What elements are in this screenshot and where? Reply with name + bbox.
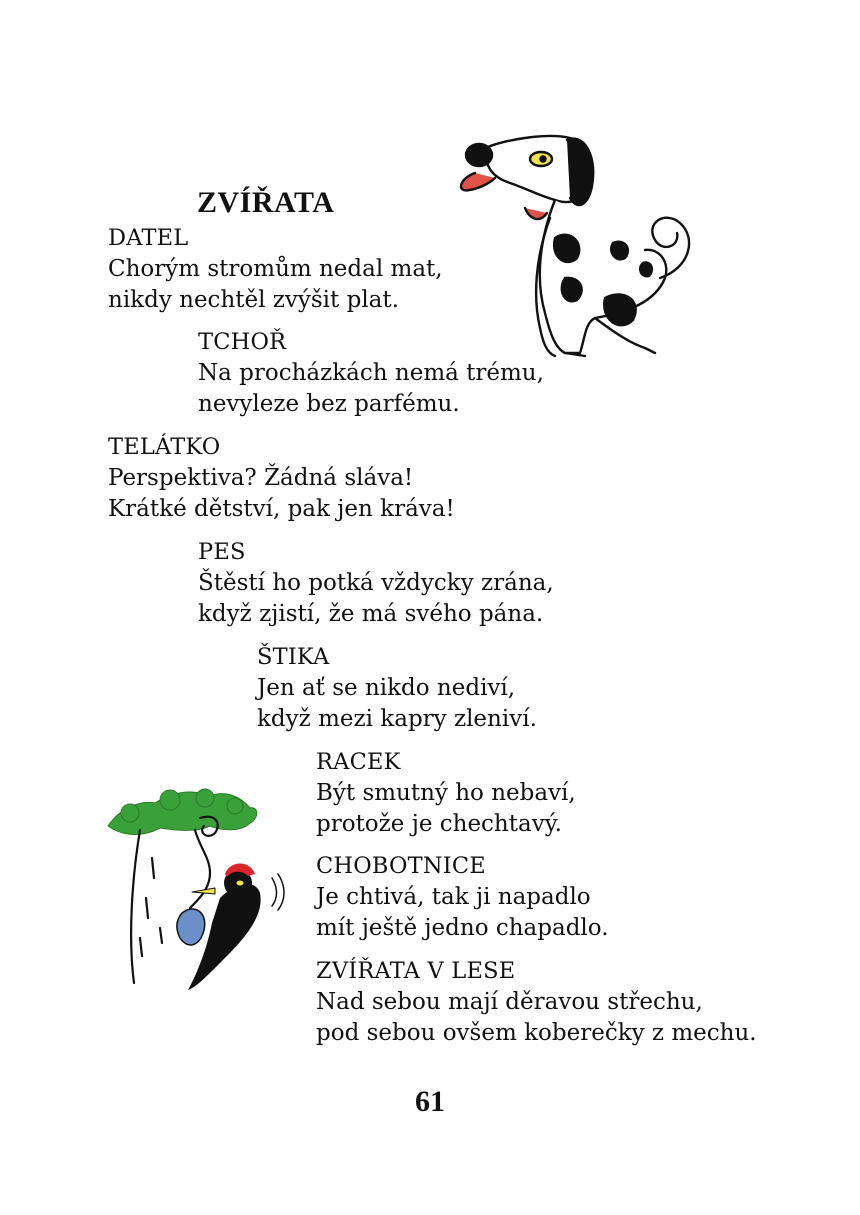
page-number: 61	[415, 1085, 445, 1118]
poem-line: nevyleze bez parfému.	[198, 391, 460, 417]
poem-stika	[257, 642, 537, 735]
poem-chobotnice	[316, 851, 609, 944]
poem-heading: PES	[198, 539, 246, 565]
poem-heading: TELÁTKO	[108, 434, 221, 460]
poem-line: mít ještě jedno chapadlo.	[316, 915, 609, 941]
poem-heading: ŠTIKA	[257, 644, 330, 670]
poem-line: když mezi kapry zleniví.	[257, 706, 537, 732]
poem-line: protože je chechtavý.	[316, 811, 562, 837]
poem-line: Být smutný ho nebaví,	[316, 780, 576, 806]
poem-heading: DATEL	[108, 225, 189, 251]
poem-line: nikdy nechtěl zvýšit plat.	[108, 287, 399, 313]
poem-line: když zjistí, že má svého pána.	[198, 601, 544, 627]
poem-line: Nad sebou mají děravou střechu,	[316, 989, 703, 1015]
poem-racek	[316, 747, 576, 840]
poem-line: pod sebou ovšem koberečky z mechu.	[316, 1020, 757, 1046]
poem-line: Na procházkách nemá trému,	[198, 360, 544, 386]
poem-heading: RACEK	[316, 749, 401, 775]
poem-line: Chorým stromům nedal mat,	[108, 256, 443, 282]
poem-line: Krátké dětství, pak jen kráva!	[108, 496, 455, 522]
poem-pes	[198, 537, 554, 630]
poem-line: Jen ať se nikdo nediví,	[257, 675, 516, 701]
woodpecker-illustration	[100, 778, 295, 998]
poem-heading: TCHOŘ	[198, 329, 287, 355]
poem-datel	[108, 223, 443, 316]
page-title: ZVÍŘATA	[197, 186, 335, 219]
poem-line: Štěstí ho potká vždycky zrána,	[198, 570, 554, 596]
poem-line: Je chtivá, tak ji napadlo	[316, 884, 591, 910]
poem-heading: ZVÍŘATA V LESE	[316, 958, 516, 984]
poem-tchor	[198, 327, 544, 420]
poem-zvirata-v-lese	[316, 956, 757, 1049]
poem-telatko	[108, 432, 455, 525]
poem-heading: CHOBOTNICE	[316, 853, 486, 879]
poem-line: Perspektiva? Žádná sláva!	[108, 465, 414, 491]
